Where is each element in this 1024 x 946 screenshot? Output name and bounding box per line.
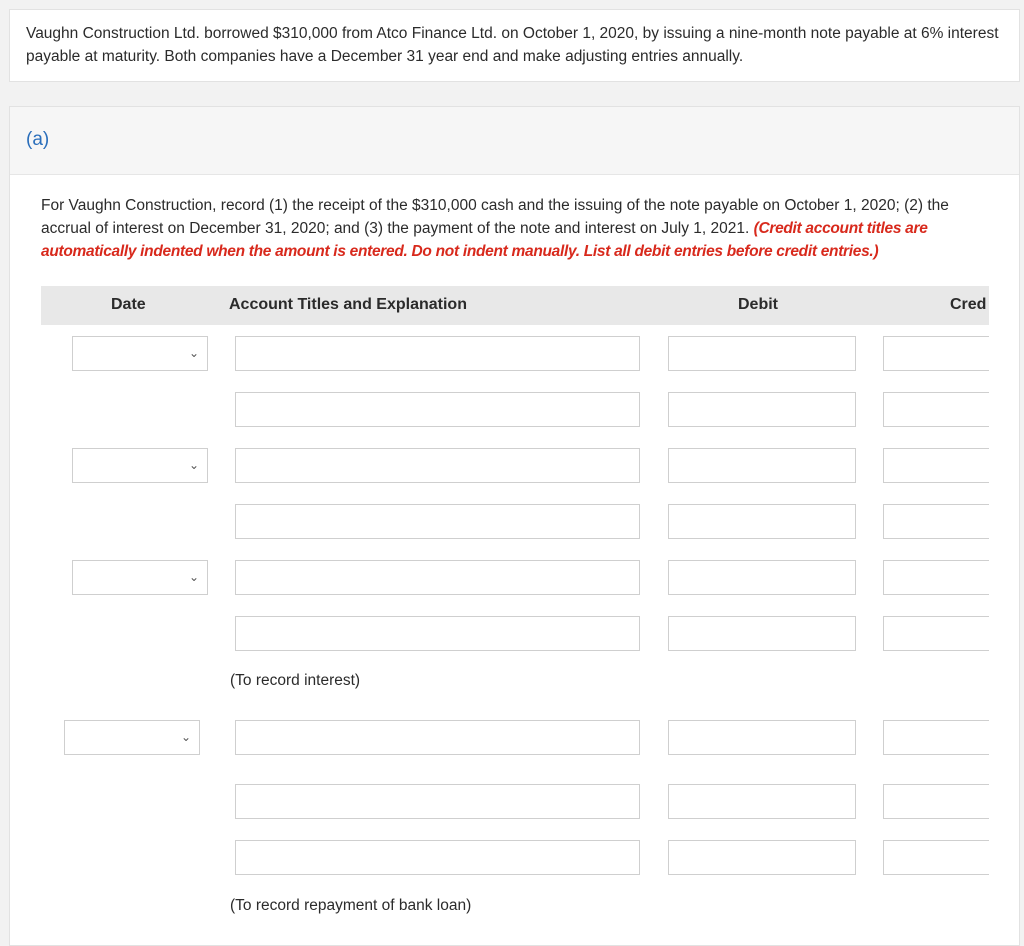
part-a-panel (9, 106, 1020, 946)
account-input-row-6[interactable] (235, 616, 640, 651)
header-date: Date (111, 296, 146, 313)
account-input-row-7[interactable] (235, 720, 640, 755)
instructions (41, 194, 991, 263)
debit-input-row-6[interactable] (668, 616, 856, 651)
chevron-down-icon: ⌄ (188, 570, 199, 584)
account-input-row-4[interactable] (235, 504, 640, 539)
chevron-down-icon: ⌄ (188, 458, 199, 472)
debit-input-row-4[interactable] (668, 504, 856, 539)
date-select-entry-3[interactable] (72, 560, 208, 595)
problem-text: Vaughn Construction Ltd. borrowed $310,000 from Atco Finance Ltd. on October 1, 2020, by issuing a nine-month note payable at 6% interest payable at maturity. Both companies have a December 31 year end and make adjusting entries annually. (26, 25, 999, 65)
credit-input-row-9[interactable] (883, 840, 989, 875)
account-input-row-1[interactable] (235, 336, 640, 371)
account-input-row-9[interactable] (235, 840, 640, 875)
header-credit: Cred (950, 296, 987, 313)
credit-input-row-4[interactable] (883, 504, 989, 539)
credit-input-row-5[interactable] (883, 560, 989, 595)
credit-input-row-6[interactable] (883, 616, 989, 651)
header-debit: Debit (738, 296, 778, 313)
debit-input-row-7[interactable] (668, 720, 856, 755)
problem-statement-panel (9, 9, 1020, 82)
instructions-note: (Credit account titles are automatically indented when the amount is entered. Do not indent manually. List all debit entries before credit entries.) (41, 220, 928, 260)
debit-input-row-5[interactable] (668, 560, 856, 595)
debit-input-row-3[interactable] (668, 448, 856, 483)
debit-input-row-1[interactable] (668, 336, 856, 371)
chevron-down-icon: ⌄ (180, 730, 191, 744)
credit-input-row-2[interactable] (883, 392, 989, 427)
instructions-text: For Vaughn Construction, record (1) the receipt of the $310,000 cash and the issuing of the note payable on October 1, 2020; (2) the accrual of interest on December 31, 2020; and (3) the payment of the note and interest on July 1, 2021. (41, 197, 949, 237)
part-header (10, 107, 1019, 175)
credit-input-row-1[interactable] (883, 336, 989, 371)
part-label: (a) (26, 129, 50, 150)
debit-input-row-9[interactable] (668, 840, 856, 875)
date-select-entry-1[interactable] (72, 336, 208, 371)
credit-input-row-3[interactable] (883, 448, 989, 483)
credit-input-row-8[interactable] (883, 784, 989, 819)
credit-input-row-7[interactable] (883, 720, 989, 755)
journal-table-header (41, 286, 989, 325)
account-input-row-5[interactable] (235, 560, 640, 595)
memo-record-repayment: (To record repayment of bank loan) (230, 897, 472, 914)
account-input-row-3[interactable] (235, 448, 640, 483)
date-select-entry-2[interactable] (72, 448, 208, 483)
header-account-titles: Account Titles and Explanation (229, 296, 467, 313)
account-input-row-8[interactable] (235, 784, 640, 819)
debit-input-row-8[interactable] (668, 784, 856, 819)
memo-record-interest: (To record interest) (230, 672, 361, 689)
debit-input-row-2[interactable] (668, 392, 856, 427)
account-input-row-2[interactable] (235, 392, 640, 427)
date-select-entry-4[interactable] (64, 720, 200, 755)
chevron-down-icon: ⌄ (188, 346, 199, 360)
